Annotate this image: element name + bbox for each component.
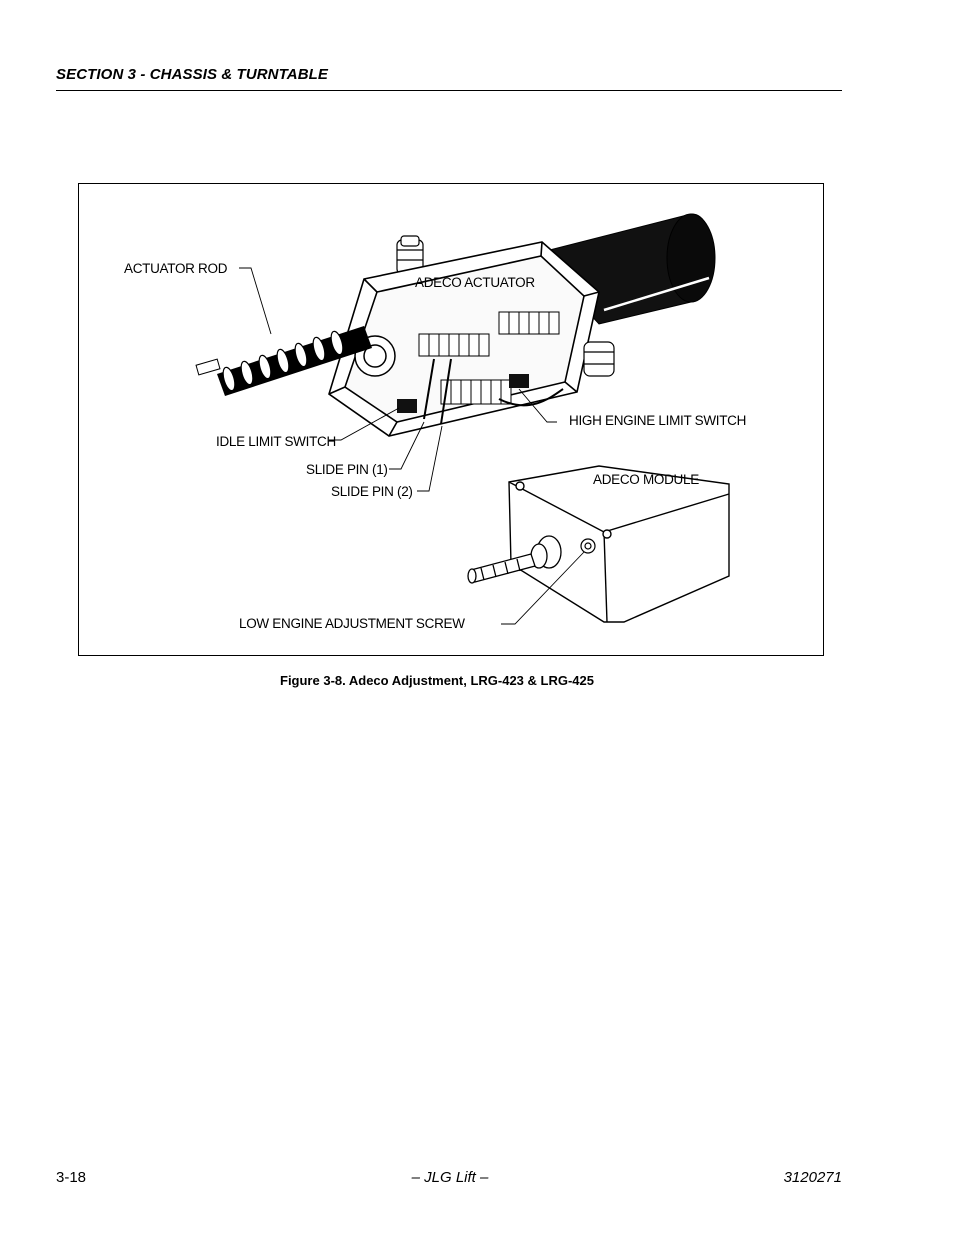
low-engine-adjustment-screw-part — [581, 539, 595, 553]
figure-frame — [78, 183, 824, 656]
label-low-engine-adjustment-screw: LOW ENGINE ADJUSTMENT SCREW — [239, 616, 465, 631]
figure-caption: Figure 3-8. Adeco Adjustment, LRG-423 & LRG-425 — [280, 673, 594, 688]
page-header — [56, 64, 842, 91]
high-engine-limit-switch-part — [509, 374, 529, 388]
label-actuator-rod: ACTUATOR ROD — [124, 261, 228, 276]
label-slide-pin-1: SLIDE PIN (1) — [306, 462, 388, 477]
idle-limit-switch-part — [397, 399, 417, 413]
document-number: 3120271 — [783, 1169, 842, 1186]
label-slide-pin-2: SLIDE PIN (2) — [331, 484, 413, 499]
label-adeco-actuator: ADECO ACTUATOR — [415, 275, 535, 290]
side-fitting — [584, 342, 614, 376]
page-number: 3-18 — [56, 1169, 87, 1186]
label-adeco-module: ADECO MODULE — [593, 472, 699, 487]
footer-brand: – JLG Lift – — [411, 1169, 489, 1186]
label-high-engine-limit-switch: HIGH ENGINE LIMIT SWITCH — [569, 413, 747, 428]
label-idle-limit-switch: IDLE LIMIT SWITCH — [216, 434, 336, 449]
section-title: SECTION 3 - CHASSIS & TURNTABLE — [56, 66, 329, 83]
